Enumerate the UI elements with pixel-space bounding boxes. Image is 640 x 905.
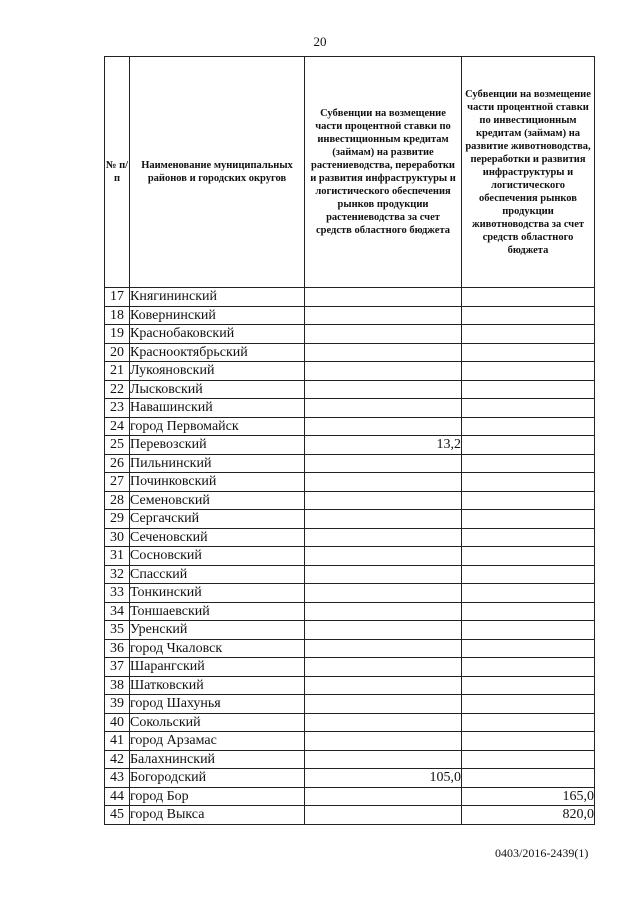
plant-subsidy-value	[305, 676, 462, 695]
row-number: 43	[105, 769, 130, 788]
district-name: город Выкса	[130, 806, 305, 825]
table-row	[105, 602, 595, 621]
row-number: 24	[105, 417, 130, 436]
table-row	[105, 528, 595, 547]
table-row	[105, 473, 595, 492]
animal-subsidy-value	[462, 584, 595, 603]
animal-subsidy-value	[462, 343, 595, 362]
plant-subsidy-value	[305, 380, 462, 399]
table-row	[105, 454, 595, 473]
table-row	[105, 510, 595, 529]
header-plant-subsidy-text: Субвенции на возмещение части процентной ставки по инвестиционным кредитам (займам) на развитие растениеводства, переработки и развития инфраструктуры и логистического обеспечения рынков продукции растениеводства за счет средств областного бюджета	[310, 108, 456, 236]
document-code: 0403/2016-2439(1)	[495, 846, 589, 860]
animal-subsidy-value	[462, 510, 595, 529]
table-row	[105, 565, 595, 584]
table-row	[105, 343, 595, 362]
district-name: Перевозский	[130, 436, 305, 455]
district-name: город Чкаловск	[130, 639, 305, 658]
table-row	[105, 362, 595, 381]
row-number: 38	[105, 676, 130, 695]
district-name: Тоншаевский	[130, 602, 305, 621]
plant-subsidy-value	[305, 362, 462, 381]
district-name: Лысковский	[130, 380, 305, 399]
animal-subsidy-value	[462, 436, 595, 455]
row-number: 36	[105, 639, 130, 658]
plant-subsidy-value: 105,0	[305, 769, 462, 788]
table-row	[105, 732, 595, 751]
plant-subsidy-value	[305, 547, 462, 566]
row-number: 33	[105, 584, 130, 603]
row-number: 37	[105, 658, 130, 677]
district-name: Сергачский	[130, 510, 305, 529]
district-name: Пильнинский	[130, 454, 305, 473]
subsidy-table	[104, 56, 595, 825]
plant-subsidy-value	[305, 584, 462, 603]
header-plant-subsidy	[305, 57, 462, 288]
plant-subsidy-value	[305, 491, 462, 510]
district-name: Уренский	[130, 621, 305, 640]
row-number: 40	[105, 713, 130, 732]
header-row-number: № п/п	[105, 57, 130, 288]
district-name: Сокольский	[130, 713, 305, 732]
animal-subsidy-value	[462, 306, 595, 325]
row-number: 26	[105, 454, 130, 473]
table-row	[105, 787, 595, 806]
row-number: 32	[105, 565, 130, 584]
row-number: 21	[105, 362, 130, 381]
row-number: 22	[105, 380, 130, 399]
district-name: Сеченовский	[130, 528, 305, 547]
district-name: Балахнинский	[130, 750, 305, 769]
animal-subsidy-value	[462, 658, 595, 677]
animal-subsidy-value	[462, 639, 595, 658]
district-name: Шатковский	[130, 676, 305, 695]
table-row	[105, 750, 595, 769]
table-row	[105, 769, 595, 788]
table-row	[105, 676, 595, 695]
row-number: 42	[105, 750, 130, 769]
district-name: Навашинский	[130, 399, 305, 418]
plant-subsidy-value	[305, 750, 462, 769]
animal-subsidy-value	[462, 769, 595, 788]
district-name: Шарангский	[130, 658, 305, 677]
table-row	[105, 306, 595, 325]
row-number: 31	[105, 547, 130, 566]
plant-subsidy-value	[305, 343, 462, 362]
plant-subsidy-value	[305, 473, 462, 492]
table-row	[105, 621, 595, 640]
table-row	[105, 325, 595, 344]
district-name: Починковский	[130, 473, 305, 492]
row-number: 34	[105, 602, 130, 621]
table-row	[105, 658, 595, 677]
plant-subsidy-value	[305, 787, 462, 806]
animal-subsidy-value	[462, 362, 595, 381]
animal-subsidy-value	[462, 750, 595, 769]
plant-subsidy-value	[305, 621, 462, 640]
plant-subsidy-value	[305, 325, 462, 344]
table-row	[105, 288, 595, 307]
plant-subsidy-value	[305, 713, 462, 732]
animal-subsidy-value	[462, 621, 595, 640]
plant-subsidy-value	[305, 417, 462, 436]
row-number: 23	[105, 399, 130, 418]
row-number: 29	[105, 510, 130, 529]
animal-subsidy-value	[462, 713, 595, 732]
row-number: 19	[105, 325, 130, 344]
plant-subsidy-value	[305, 732, 462, 751]
plant-subsidy-value	[305, 454, 462, 473]
row-number: 28	[105, 491, 130, 510]
header-animal-subsidy	[462, 57, 595, 288]
plant-subsidy-value	[305, 306, 462, 325]
district-name: город Арзамас	[130, 732, 305, 751]
table-row	[105, 547, 595, 566]
row-number: 18	[105, 306, 130, 325]
animal-subsidy-value: 165,0	[462, 787, 595, 806]
table-row	[105, 584, 595, 603]
table-row	[105, 380, 595, 399]
row-number: 41	[105, 732, 130, 751]
district-name: Ковернинский	[130, 306, 305, 325]
animal-subsidy-value	[462, 454, 595, 473]
district-name: Краснооктябрьский	[130, 343, 305, 362]
animal-subsidy-value	[462, 288, 595, 307]
plant-subsidy-value	[305, 288, 462, 307]
row-number: 30	[105, 528, 130, 547]
row-number: 44	[105, 787, 130, 806]
plant-subsidy-value	[305, 565, 462, 584]
animal-subsidy-value	[462, 602, 595, 621]
table-row	[105, 436, 595, 455]
district-name: город Первомайск	[130, 417, 305, 436]
plant-subsidy-value	[305, 658, 462, 677]
table-row	[105, 491, 595, 510]
animal-subsidy-value	[462, 399, 595, 418]
plant-subsidy-value	[305, 639, 462, 658]
plant-subsidy-value	[305, 695, 462, 714]
table-row	[105, 806, 595, 825]
table-row	[105, 639, 595, 658]
plant-subsidy-value: 13,2	[305, 436, 462, 455]
table-row	[105, 417, 595, 436]
header-animal-subsidy-text: Субвенции на возмещение части процентной ставки по инвестиционным кредитам (займам) на развитие животноводства, переработки и развития инфраструктуры и логистического обеспечения рынков продукции животноводства за счет средств областного бюджета	[465, 88, 591, 256]
district-name: Спасский	[130, 565, 305, 584]
table-row	[105, 399, 595, 418]
table-row	[105, 713, 595, 732]
table-body	[105, 288, 595, 825]
animal-subsidy-value	[462, 491, 595, 510]
animal-subsidy-value	[462, 417, 595, 436]
row-number: 45	[105, 806, 130, 825]
row-number: 35	[105, 621, 130, 640]
plant-subsidy-value	[305, 806, 462, 825]
district-name: Краснобаковский	[130, 325, 305, 344]
animal-subsidy-value	[462, 325, 595, 344]
district-name: Лукояновский	[130, 362, 305, 381]
row-number: 17	[105, 288, 130, 307]
row-number: 27	[105, 473, 130, 492]
district-name: Семеновский	[130, 491, 305, 510]
animal-subsidy-value	[462, 473, 595, 492]
animal-subsidy-value: 820,0	[462, 806, 595, 825]
animal-subsidy-value	[462, 547, 595, 566]
district-name: город Бор	[130, 787, 305, 806]
plant-subsidy-value	[305, 528, 462, 547]
district-name: Богородский	[130, 769, 305, 788]
animal-subsidy-value	[462, 565, 595, 584]
animal-subsidy-value	[462, 732, 595, 751]
page-number: 20	[313, 34, 327, 49]
plant-subsidy-value	[305, 510, 462, 529]
district-name: Княгининский	[130, 288, 305, 307]
row-number: 20	[105, 343, 130, 362]
animal-subsidy-value	[462, 695, 595, 714]
row-number: 25	[105, 436, 130, 455]
animal-subsidy-value	[462, 676, 595, 695]
district-name: Сосновский	[130, 547, 305, 566]
table-row	[105, 695, 595, 714]
district-name: Тонкинский	[130, 584, 305, 603]
district-name: город Шахунья	[130, 695, 305, 714]
plant-subsidy-value	[305, 602, 462, 621]
header-district-name: Наименование муниципальных районов и городских округов	[130, 57, 305, 288]
plant-subsidy-value	[305, 399, 462, 418]
animal-subsidy-value	[462, 380, 595, 399]
table-header-row	[105, 57, 595, 288]
row-number: 39	[105, 695, 130, 714]
animal-subsidy-value	[462, 528, 595, 547]
